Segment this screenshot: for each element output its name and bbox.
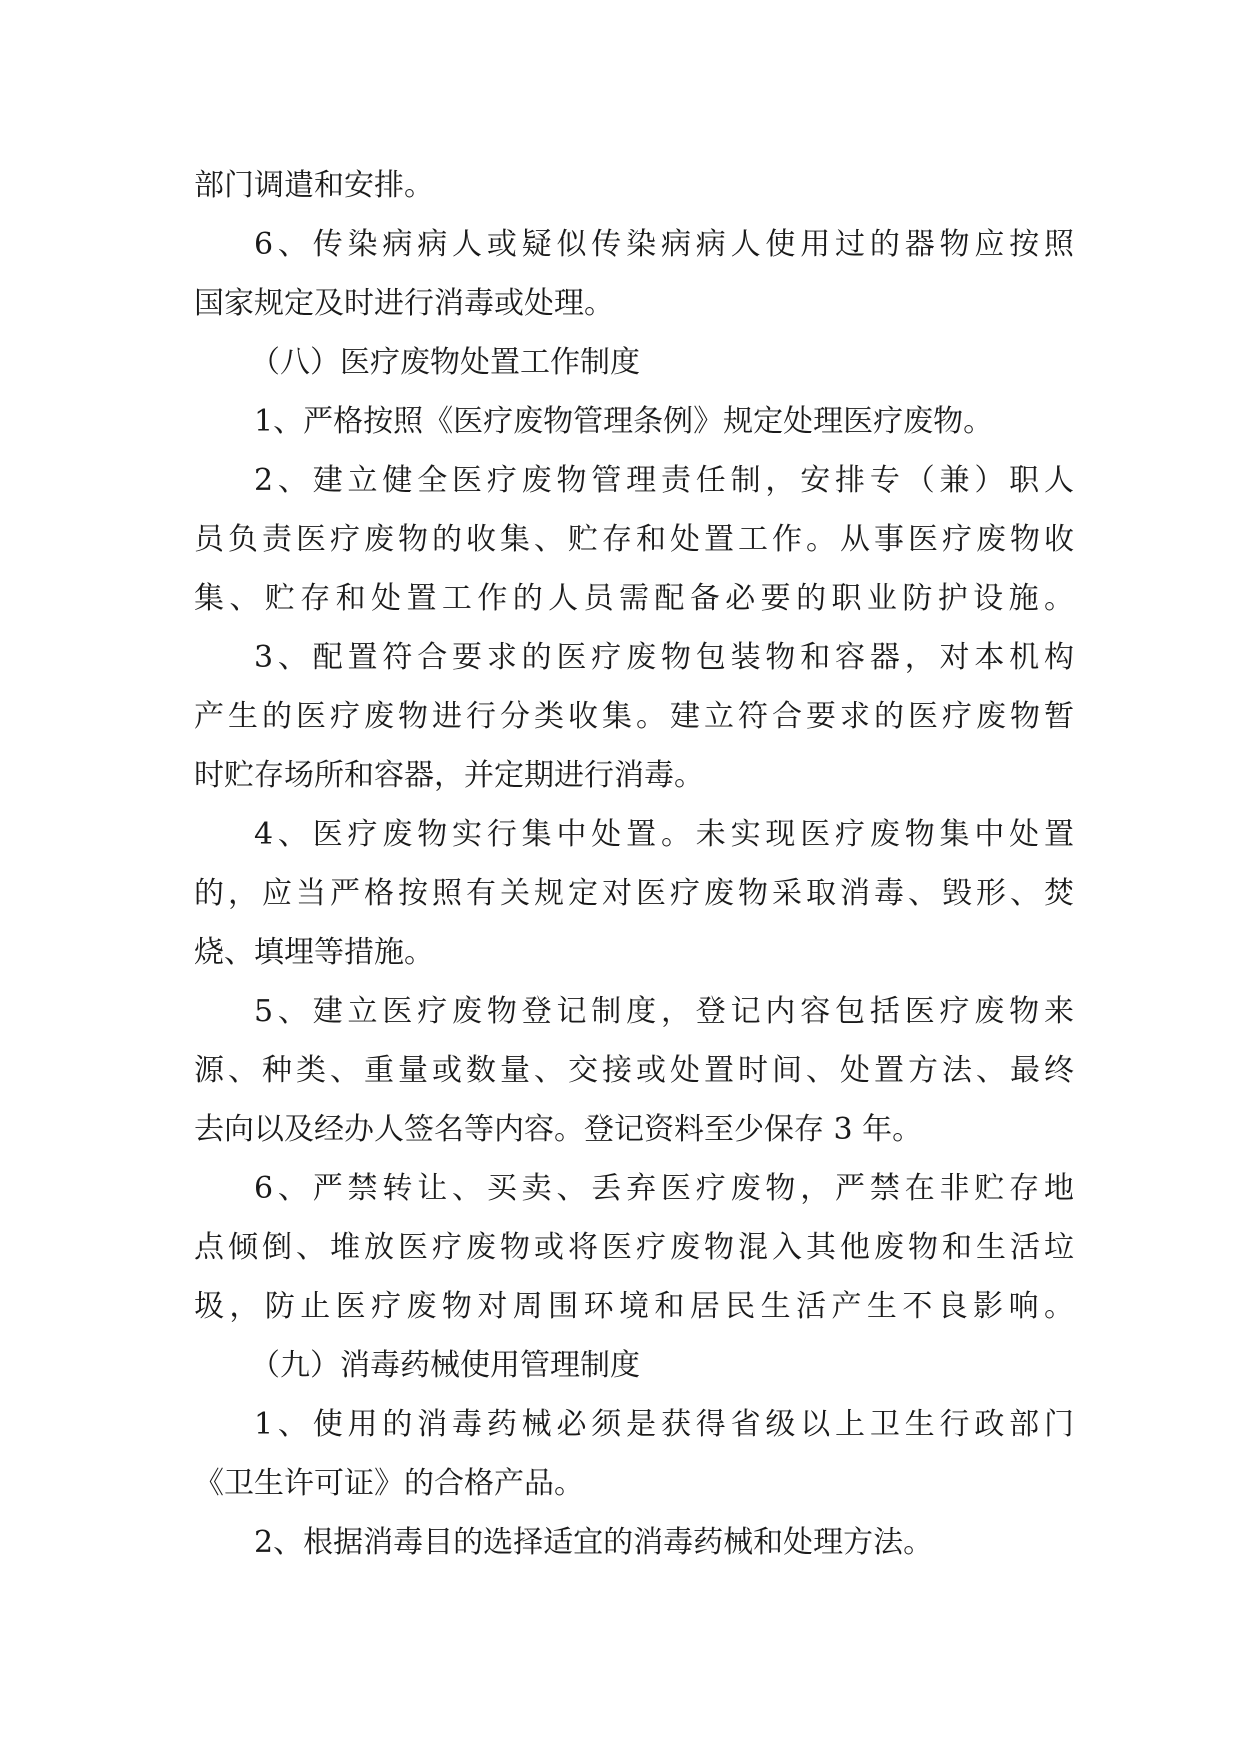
paragraph-item-6: 6、传染病病人或疑似传染病病人使用过的器物应按照 [254,227,1074,262]
section-heading-9: （九）消毒药械使用管理制度 [250,1348,640,1383]
paragraph-item-1: 1、严格按照《医疗废物管理条例》规定处理医疗废物。 [254,404,994,439]
text-line: 集、贮存和处置工作的人员需配备必要的职业防护设施。 [194,581,1074,616]
text-line: 《卫生许可证》的合格产品。 [194,1466,584,1501]
text-line: 部门调遣和安排。 [194,168,434,203]
text-line: 源、种类、重量或数量、交接或处置时间、处置方法、最终 [194,1053,1074,1088]
paragraph-item-1: 1、使用的消毒药械必须是获得省级以上卫生行政部门 [254,1407,1074,1442]
text-line: 烧、填埋等措施。 [194,935,434,970]
text-line: 产生的医疗废物进行分类收集。建立符合要求的医疗废物暂 [194,699,1074,734]
paragraph-item-4: 4、医疗废物实行集中处置。未实现医疗废物集中处置 [254,817,1074,852]
text-line: 去向以及经办人签名等内容。登记资料至少保存 3 年。 [194,1112,923,1147]
paragraph-item-2: 2、建立健全医疗废物管理责任制，安排专（兼）职人 [254,463,1074,498]
text-line: 的，应当严格按照有关规定对医疗废物采取消毒、毁形、焚 [194,876,1074,911]
text-line: 圾，防止医疗废物对周围环境和居民生活产生不良影响。 [194,1289,1074,1324]
text-line: 员负责医疗废物的收集、贮存和处置工作。从事医疗废物收 [194,522,1074,557]
paragraph-item-6: 6、严禁转让、买卖、丢弃医疗废物，严禁在非贮存地 [254,1171,1074,1206]
paragraph-item-2: 2、根据消毒目的选择适宜的消毒药械和处理方法。 [254,1525,934,1560]
text-line: 国家规定及时进行消毒或处理。 [194,286,614,321]
paragraph-item-5: 5、建立医疗废物登记制度，登记内容包括医疗废物来 [254,994,1074,1029]
section-heading-8: （八）医疗废物处置工作制度 [250,345,640,380]
text-line: 点倾倒、堆放医疗废物或将医疗废物混入其他废物和生活垃 [194,1230,1074,1265]
text-line: 时贮存场所和容器，并定期进行消毒。 [194,758,704,793]
paragraph-item-3: 3、配置符合要求的医疗废物包装物和容器，对本机构 [254,640,1074,675]
